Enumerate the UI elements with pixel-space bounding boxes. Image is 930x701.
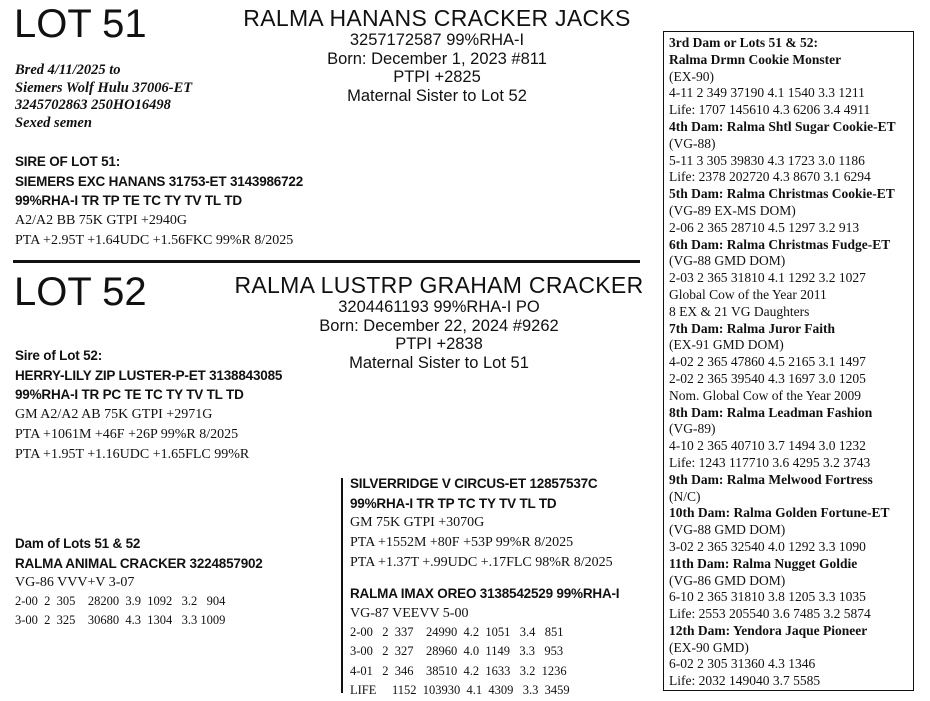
pedigree-line: Life: 2378 202720 4.3 8670 3.1 6294 [669, 169, 871, 185]
lot-52-born: Born: December 22, 2024 #9262 [319, 316, 559, 335]
pedigree-line: Nom. Global Cow of the Year 2009 [669, 387, 861, 403]
lot-52-sire-name: HERRY-LILY ZIP LUSTER-P-ET 3138843085 [15, 367, 283, 383]
grandsire-line: GM 75K GTPI +3070G [350, 515, 485, 530]
lot-52-ptpi: PTPI +2838 [395, 335, 483, 353]
dam-name: RALMA ANIMAL CRACKER 3224857902 [15, 555, 263, 571]
lot-52-header [224, 272, 654, 372]
pedigree-dam-heading: 9th Dam: Ralma Melwood Fortress [669, 471, 873, 487]
pedigree-line: 5-11 3 305 39830 4.3 1723 3.0 1186 [669, 152, 865, 168]
pedigree-line: 4-11 2 349 37190 4.1 1540 3.3 1211 [669, 85, 865, 101]
second-dam-name: RALMA IMAX OREO 3138542529 99%RHA-I [350, 586, 620, 601]
lot-52-sire-line: PTA +1061M +46F +26P 99%R 8/2025 [15, 426, 239, 442]
grandsire-codes: 99%RHA-I TR TP TC TY TV TL TD [350, 495, 557, 511]
pedigree-dam-heading: 11th Dam: Ralma Nugget Goldie [669, 555, 858, 571]
pedigree-dam-heading: 8th Dam: Ralma Leadman Fashion [669, 404, 873, 420]
lot-52-sire-block [15, 346, 282, 465]
pedigree-line: 2-06 2 365 28710 4.5 1297 3.2 913 [669, 219, 860, 235]
lot-51-registration: 3257172587 99%RHA-I [349, 31, 525, 49]
pedigree-dam-heading: 5th Dam: Ralma Christmas Cookie-ET [669, 186, 895, 202]
pedigree-line: Life: 1243 117710 3.6 4295 3.2 3743 [669, 454, 871, 470]
lot-52-sire-heading: Sire of Lot 52: [15, 348, 103, 363]
second-dam-record-row: 2-00 2 337 24990 4.2 1051 3.4 851 [350, 624, 564, 639]
second-dam-record-row: 3-00 2 327 28960 4.0 1149 3.3 953 [350, 644, 564, 658]
pedigree-dam-heading: 4th Dam: Ralma Shtl Sugar Cookie-ET [669, 118, 896, 134]
lot-51-sire-name: SIEMERS EXC HANANS 31753-ET 3143986722 [15, 173, 304, 189]
lot-52-sire-line: PTA +1.95T +1.16UDC +1.65FLC 99%R [15, 446, 250, 462]
pedigree-line: Life: 1707 145610 4.3 6206 3.4 4911 [669, 102, 871, 118]
lot-52-maternal-note: Maternal Sister to Lot 51 [349, 353, 529, 372]
pedigree-line: 2-02 2 365 39540 4.3 1697 3.0 1205 [669, 370, 866, 386]
lot-51-animal-name: RALMA HANANS CRACKER JACKS [243, 5, 631, 31]
lot-divider [13, 260, 640, 263]
bred-line: Sexed semen [15, 114, 92, 131]
pedigree-line: 3-02 2 365 32540 4.0 1292 3.3 1090 [669, 538, 866, 554]
pedigree-line: (EX-90 GMD) [669, 639, 749, 655]
pedigree-line: (VG-88) [669, 135, 716, 151]
pedigree-line: (VG-88 GMD DOM) [669, 253, 786, 269]
grandsire-line: PTA +1.37T +.99UDC +.17FLC 98%R 8/2025 [350, 555, 613, 570]
pedigree-box [663, 31, 914, 691]
bred-line: Siemers Wolf Hulu 37006-ET [15, 79, 193, 96]
pedigree-dam-heading: 10th Dam: Ralma Golden Fortune-ET [669, 505, 890, 521]
pedigree-line: 6-10 2 365 31810 3.8 1205 3.3 1035 [669, 589, 866, 605]
lot-51-ptpi: PTPI +2825 [393, 68, 481, 86]
grandsire-name: SILVERRIDGE V CIRCUS-ET 12857537C [350, 476, 598, 491]
lot-51-maternal-note: Maternal Sister to Lot 52 [347, 86, 527, 105]
lot-51-sire-codes: 99%RHA-I TR TP TE TC TY TV TL TD [15, 193, 242, 208]
maternal-grandsire-block [350, 474, 613, 573]
pedigree-line: (VG-86 GMD DOM) [669, 572, 786, 588]
dam-classification: VG-86 VVV+V 3-07 [15, 575, 135, 590]
pedigree-lines [669, 35, 914, 690]
pedigree-line: (EX-90) [669, 68, 714, 84]
pedigree-dam-heading: 6th Dam: Ralma Christmas Fudge-ET [669, 236, 891, 252]
pedigree-dam-heading: 12th Dam: Yendora Jaque Pioneer [669, 622, 868, 638]
pedigree-line: 8 EX & 21 VG Daughters [669, 303, 810, 319]
dam-record-row: 2-00 2 305 28200 3.9 1092 3.2 904 [15, 594, 226, 608]
lot-52-registration: 3204461193 99%RHA-I PO [338, 298, 540, 316]
second-dam-block [350, 584, 619, 701]
pedigree-dam-heading: 7th Dam: Ralma Juror Faith [669, 320, 835, 336]
lot-52-animal-name: RALMA LUSTRP GRAHAM CRACKER [234, 272, 644, 298]
lot-51-sire-block [15, 152, 303, 251]
lot-52-sire-line: GM A2/A2 AB 75K GTPI +2971G [15, 406, 213, 422]
pedigree-line: 4-10 2 365 40710 3.7 1494 3.0 1232 [669, 438, 866, 454]
pedigree-line: (EX-91 GMD DOM) [669, 337, 784, 353]
lot-51-sire-heading: SIRE OF LOT 51: [15, 154, 121, 169]
pedigree-line: 6-02 2 305 31360 4.3 1346 [669, 656, 816, 672]
lot-51-born: Born: December 1, 2023 #811 [327, 49, 547, 68]
pedigree-line: Life: 2553 205540 3.6 7485 3.2 5874 [669, 606, 871, 622]
pedigree-line: 4-02 2 365 47860 4.5 2165 3.1 1497 [669, 354, 866, 370]
pedigree-bracket-line [341, 478, 343, 693]
second-dam-record-row: 4-01 2 346 38510 4.2 1633 3.2 1236 [350, 663, 567, 678]
grandsire-line: PTA +1552M +80F +53P 99%R 8/2025 [350, 535, 574, 550]
lot-51-label: LOT 51 [14, 2, 147, 46]
dam-record-row: 3-00 2 325 30680 4.3 1304 3.3 1009 [15, 613, 226, 627]
bred-line: 3245702863 250HO16498 [15, 97, 171, 113]
pedigree-line: Life: 2032 149040 3.7 5585 [669, 673, 821, 689]
dam-block [15, 534, 263, 630]
pedigree-line: (VG-88 GMD DOM) [669, 522, 786, 538]
lot-51-sire-line: A2/A2 BB 75K GTPI +2940G [15, 212, 188, 228]
lot-51-bred-info [15, 62, 192, 132]
dam-heading: Dam of Lots 51 & 52 [15, 536, 141, 551]
pedigree-line: (VG-89 EX-MS DOM) [669, 202, 796, 218]
pedigree-line: (VG-89) [669, 421, 716, 437]
lot-52-label: LOT 52 [14, 270, 147, 314]
second-dam-classification: VG-87 VEEVV 5-00 [350, 605, 469, 621]
pedigree-line: Global Cow of the Year 2011 [669, 286, 827, 302]
lot-52-sire-codes: 99%RHA-I TR PC TE TC TY TV TL TD [15, 387, 244, 402]
pedigree-dam-heading: 3rd Dam or Lots 51 & 52: [669, 35, 818, 50]
second-dam-record-row: LIFE 1152 103930 4.1 4309 3.3 3459 [350, 683, 570, 697]
lot-51-header [222, 5, 652, 105]
pedigree-dam-heading: Ralma Drmn Cookie Monster [669, 51, 842, 67]
bred-line: Bred 4/11/2025 to [15, 62, 121, 78]
pedigree-line: (N/C) [669, 488, 701, 504]
lot-51-sire-line: PTA +2.95T +1.64UDC +1.56FKC 99%R 8/2025 [15, 232, 294, 248]
pedigree-line: 2-03 2 365 31810 4.1 1292 3.2 1027 [669, 270, 866, 286]
